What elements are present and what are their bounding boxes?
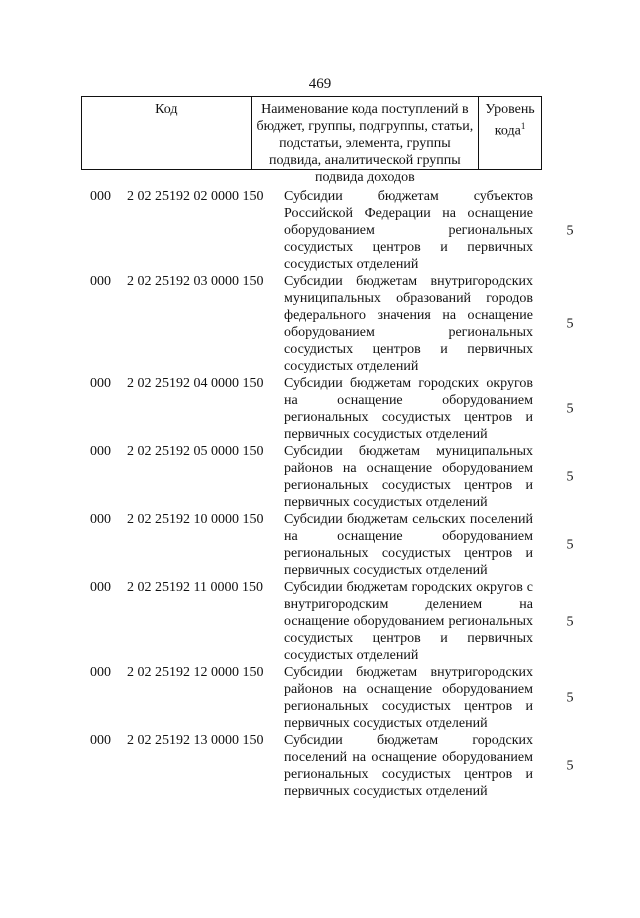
row-level: 5 bbox=[566, 223, 574, 238]
table-row bbox=[0, 732, 640, 800]
table-row bbox=[0, 664, 640, 732]
row-prefix: 000 bbox=[90, 665, 111, 680]
row-code: 2 02 25192 02 0000 150 bbox=[127, 189, 264, 204]
row-prefix: 000 bbox=[90, 580, 111, 595]
table-row bbox=[0, 375, 640, 443]
row-name: Субсидии бюджетам сельских поселений на оснащение оборудованием региональных сосудистых центров и первичных сосудистых отделений bbox=[284, 512, 533, 578]
row-level: 5 bbox=[566, 690, 574, 706]
row-code: 2 02 25192 05 0000 150 bbox=[127, 444, 264, 459]
header-level-footnote: 1 bbox=[520, 121, 526, 131]
row-level: 5 bbox=[566, 758, 574, 774]
header-code: Код bbox=[82, 97, 252, 169]
row-name: Субсидии бюджетам муниципальных районов на оснащение оборудованием региональных сосудистых центров и первичных сосудистых отделений bbox=[284, 444, 533, 510]
row-name: Субсидии бюджетам городских округов на оснащение оборудованием региональных сосудистых центров и первичных сосудистых отделений bbox=[284, 376, 533, 442]
row-prefix: 000 bbox=[90, 733, 111, 748]
row-code: 2 02 25192 10 0000 150 bbox=[127, 512, 264, 527]
table-row bbox=[0, 273, 640, 375]
row-level: 5 bbox=[566, 469, 574, 485]
table-body bbox=[0, 188, 640, 800]
row-name: Субсидии бюджетам внутригородских районов на оснащение оборудованием региональных сосудистых центров и первичных сосудистых отделений bbox=[284, 665, 533, 731]
row-name: Субсидии бюджетам внутригородских муниципальных образований городов федерального значения на оснащение оборудованием региональных сосудистых центров и первичных сосудистых отделений bbox=[284, 274, 533, 374]
row-code: 2 02 25192 13 0000 150 bbox=[127, 733, 264, 748]
row-prefix: 000 bbox=[90, 512, 111, 527]
table-row bbox=[0, 511, 640, 579]
row-code: 2 02 25192 11 0000 150 bbox=[127, 580, 263, 595]
row-prefix: 000 bbox=[90, 376, 111, 391]
row-level: 5 bbox=[566, 537, 574, 553]
header-name: Наименование кода поступлений в бюджет, группы, подгруппы, статьи, подстатьи, элемента, группы подвида, аналитической группы подвида доходов bbox=[252, 97, 479, 169]
row-level: 5 bbox=[566, 316, 574, 332]
row-level: 5 bbox=[566, 614, 574, 629]
table-header bbox=[81, 96, 542, 185]
row-name: Субсидии бюджетам городских поселений на оснащение оборудованием региональных сосудистых центров и первичных сосудистых отделений bbox=[284, 733, 533, 799]
header-level-label: Уровень кода bbox=[485, 102, 535, 139]
table-row bbox=[0, 579, 640, 664]
row-prefix: 000 bbox=[90, 444, 111, 459]
header-level bbox=[479, 97, 541, 169]
page-number: 469 bbox=[308, 76, 332, 92]
row-level: 5 bbox=[566, 401, 574, 417]
row-prefix: 000 bbox=[90, 189, 111, 204]
row-prefix: 000 bbox=[90, 274, 111, 289]
table-row bbox=[0, 188, 640, 273]
row-code: 2 02 25192 03 0000 150 bbox=[127, 274, 264, 289]
table-row bbox=[0, 443, 640, 511]
row-name: Субсидии бюджетам городских округов с внутригородским делением на оснащение оборудованием региональных сосудистых центров и первичных сосудистых отделений bbox=[284, 580, 533, 663]
row-name: Субсидии бюджетам субъектов Российской Федерации на оснащение оборудованием региональных сосудистых центров и первичных сосудистых отделений bbox=[284, 189, 533, 272]
row-code: 2 02 25192 12 0000 150 bbox=[127, 665, 264, 680]
row-code: 2 02 25192 04 0000 150 bbox=[127, 376, 264, 391]
